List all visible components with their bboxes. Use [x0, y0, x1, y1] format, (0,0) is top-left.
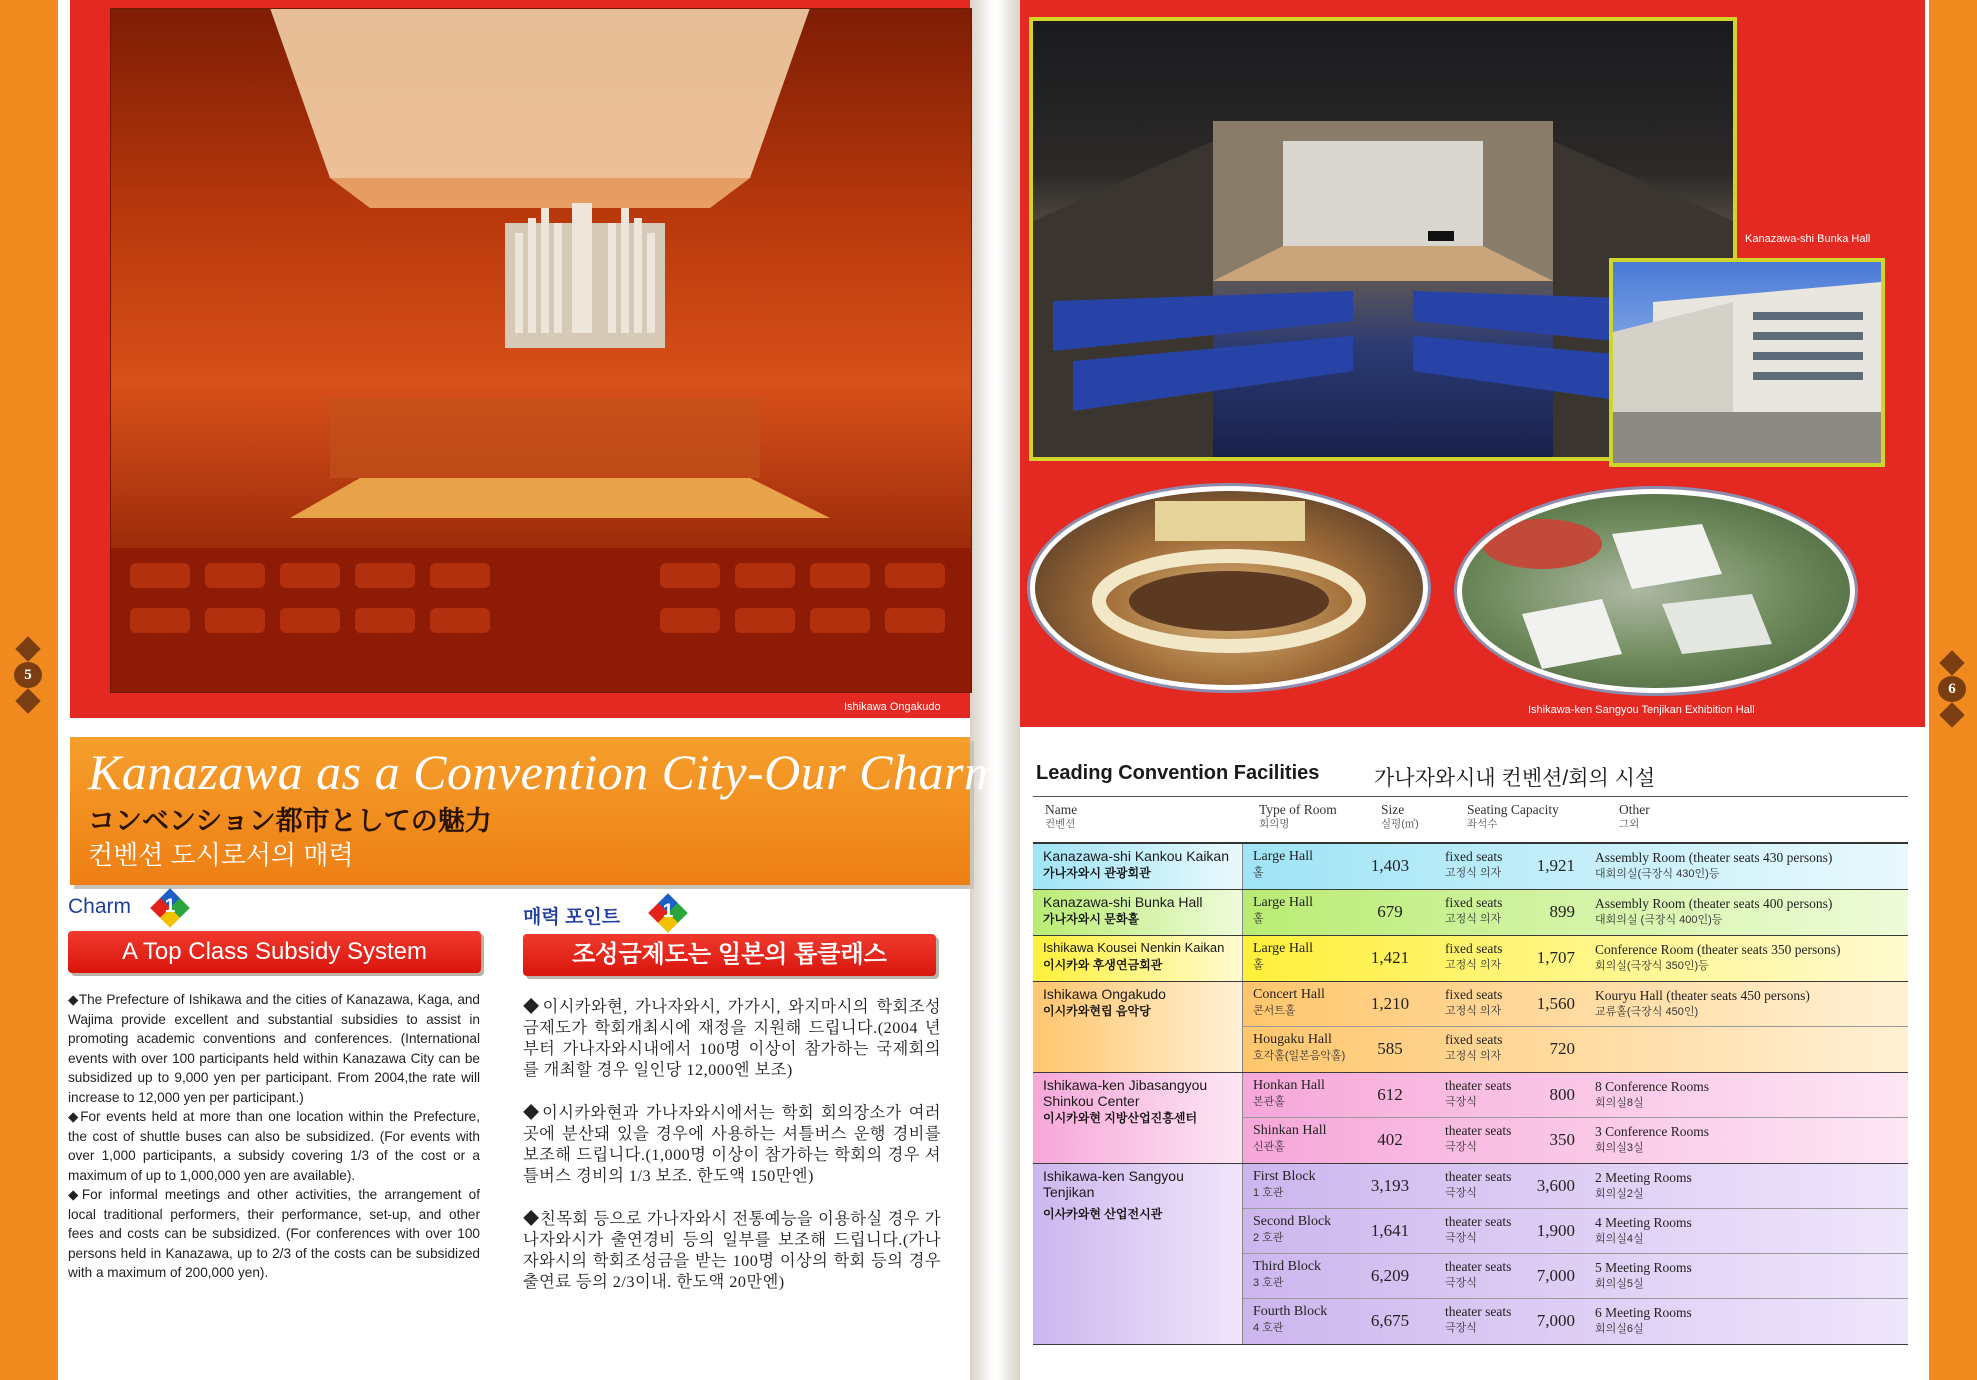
subsidy-description-english: [68, 990, 480, 1283]
table-row: First Block 1 호관 3,193 theater seats 극장식 3,600 2 Meeting Rooms 회의실2실: [1243, 1164, 1908, 1209]
column-header-seating: Seating Capacity 좌석수: [1467, 802, 1559, 830]
exhibition-hall-aerial-photo: [1457, 489, 1855, 693]
facility-ongakudo: [1033, 982, 1908, 1073]
column-header-name: Name 컨벤션: [1045, 802, 1078, 830]
paragraph: ◆친목회 등으로 가나자와시 전통예능을 이용하실 경우 가나자와시가 출연경비 등의 일부를 보조해 드립니다.(가나자와시의 학회조성금을 받는 100명 이상의 학회 등의 경우 출연료 등의 2/3이내. 한도액 20만엔): [523, 1210, 941, 1291]
page-number-left: 5: [14, 640, 42, 710]
facility-kousei-nenkin-kaikan: [1033, 936, 1908, 982]
subsidy-heading-korean: 조성금제도는 일본의 톱클래스: [523, 934, 936, 976]
table-row: Second Block 2 호관 1,641 theater seats 극장식 1,900 4 Meeting Rooms 회의실4실: [1243, 1209, 1908, 1254]
column-header-type: Type of Room 회의명: [1259, 802, 1337, 830]
facility-name-korean: 이시카와현 지방산업진흥센터: [1043, 1111, 1198, 1125]
subsidy-heading-english: A Top Class Subsidy System: [68, 931, 481, 973]
table-row: Large Hall 홀 1,403 fixed seats 고정식 의자 1,921 Assembly Room (theater seats 430 persons) 대회의실(극장식 430인)등: [1243, 844, 1908, 889]
facility-name-korean: 가나자와시 문화홀: [1043, 912, 1140, 926]
title-english: Kanazawa as a Convention City-Our Charm: [88, 744, 1001, 800]
conference-meeting-photo: [1030, 486, 1428, 690]
paragraph: ◆The Prefecture of Ishikawa and the cities of Kanazawa, Kaga, and Wajima provide excellent and substantial subsidies to assist in promoting academic conventions and conferences. (International events with over 100 participants held within Kanazawa City can be subsidized up to 9,000 yen per participant. From 2004,the rate will increase to 12,000 yen per participant.): [68, 992, 480, 1105]
facilities-table: [1033, 796, 1908, 1345]
charm-number-badge: 1: [150, 888, 190, 928]
table-row: Concert Hall 콘서트홀 1,210 fixed seats 고정식 의자 1,560 Kouryu Hall (theater seats 450 persons) 교류홀(극장식 450인): [1243, 982, 1908, 1027]
facility-name: Ishikawa-ken Jibasangyou Shinkou Center: [1043, 1077, 1208, 1109]
paragraph: ◆For informal meetings and other activities, the arrangement of local traditional performers, their performance, set-up, and other fees and costs can be subsidized. (For conferences with over 100 persons held in Kanazawa, up to 2/3 of the costs can be subsidized with a maximum of 200,000 yen).: [68, 1187, 480, 1280]
table-row: Hougaku Hall 호각홀(일본음악홀) 585 fixed seats 고정식 의자 720: [1243, 1027, 1908, 1072]
caption-ongakudo: Ishikawa Ongakudo: [844, 701, 941, 713]
table-row: Large Hall 홀 679 fixed seats 고정식 의자 899 Assembly Room (theater seats 400 persons) 대회의실 (극장식 400인)등: [1243, 890, 1908, 935]
facility-name-korean: 이사카와현 산업전시관: [1043, 1207, 1163, 1221]
charm-label-korean: 매력 포인트: [523, 907, 621, 928]
table-row: Fourth Block 4 호관 6,675 theater seats 극장식 7,000 6 Meeting Rooms 회의실6실: [1243, 1299, 1908, 1344]
facility-name-korean: 이시카와현립 음악당: [1043, 1004, 1151, 1018]
caption-sangyou: Ishikawa-ken Sangyou Tenjikan Exhibition Hall: [1528, 704, 1755, 716]
paragraph: ◆이시카와현과 가나자와시에서는 학회 회의장소가 여러곳에 분산돼 있을 경우에 사용하는 셔틀버스 운행 경비를 보조해 드립니다.(1,000명 이상이 참가하는 학회의 경우 셔틀버스 경비의 1/3 보조. 한도액 150만엔): [523, 1104, 941, 1185]
facility-name: Kanazawa-shi Kankou Kaikan: [1043, 848, 1230, 864]
table-row: Honkan Hall 본관홀 612 theater seats 극장식 800 8 Conference Rooms 회의실8실: [1243, 1073, 1908, 1118]
facility-name-korean: 가나자와시 관광회관: [1043, 866, 1151, 880]
book-gutter: [970, 0, 1020, 1380]
table-header-row: [1033, 796, 1908, 844]
facility-bunka-hall: [1033, 890, 1908, 936]
title-korean: 컨벤션 도시로서의 매력: [88, 840, 354, 870]
ishikawa-ongakudo-photo: [110, 8, 972, 693]
paragraph: ◆이시카와현, 가나자와시, 가가시, 와지마시의 학회조성금제도가 학회개최시에 재정을 지원해 드립니다.(2004 년 부터 가나자와시내에서 100명 이상이 참가하는 국제회의를 개최할 경우 일인당 12,000엔 보조): [523, 998, 941, 1079]
building-exterior-photo: [1609, 258, 1885, 467]
section-title-banner: [70, 737, 1001, 885]
charm-number-badge-korean: 1: [648, 893, 688, 933]
title-japanese: コンベンション都市としての魅力: [88, 806, 492, 836]
table-row: Large Hall 홀 1,421 fixed seats 고정식 의자 1,707 Conference Room (theater seats 350 persons) 회의실(극장식 350인)등: [1243, 936, 1908, 981]
facility-sangyou-tenjikan: [1033, 1164, 1908, 1345]
facilities-title-korean: 가나자와시내 컨벤션/회의 시설: [1374, 767, 1656, 790]
table-row: Shinkan Hall 신관홀 402 theater seats 극장식 350 3 Conference Rooms 회의실3실: [1243, 1118, 1908, 1163]
facility-name: Ishikawa Kousei Nenkin Kaikan: [1043, 940, 1225, 955]
facility-name: Kanazawa-shi Bunka Hall: [1043, 894, 1203, 910]
subsidy-description-korean: [523, 997, 941, 1315]
facility-jibasangyou-center: [1033, 1073, 1908, 1164]
table-row: Third Block 3 호관 6,209 theater seats 극장식 7,000 5 Meeting Rooms 회의실5실: [1243, 1254, 1908, 1299]
facility-kankou-kaikan: [1033, 844, 1908, 890]
facility-name-korean: 이시카와 후생연금회관: [1043, 958, 1163, 972]
facility-name: Ishikawa-ken Sangyou Tenjikan: [1043, 1168, 1184, 1200]
caption-bunka: Kanazawa-shi Bunka Hall: [1745, 233, 1871, 245]
facilities-title-english: Leading Convention Facilities: [1036, 762, 1320, 784]
page-number-right: 6: [1938, 654, 1966, 724]
column-header-other: Other 그외: [1619, 802, 1650, 830]
column-header-size: Size 실평(㎡): [1381, 802, 1419, 830]
charm-label-english: Charm: [68, 895, 132, 918]
paragraph: ◆For events held at more than one location within the Prefecture, the cost of shuttle buses can also be subsidized. (For events with over 1,000 participants, a subsidy covering 1/3 of the cost or a maximum of up to 1,000,000 yen are available).: [68, 1109, 480, 1183]
facility-name: Ishikawa Ongakudo: [1043, 986, 1166, 1002]
